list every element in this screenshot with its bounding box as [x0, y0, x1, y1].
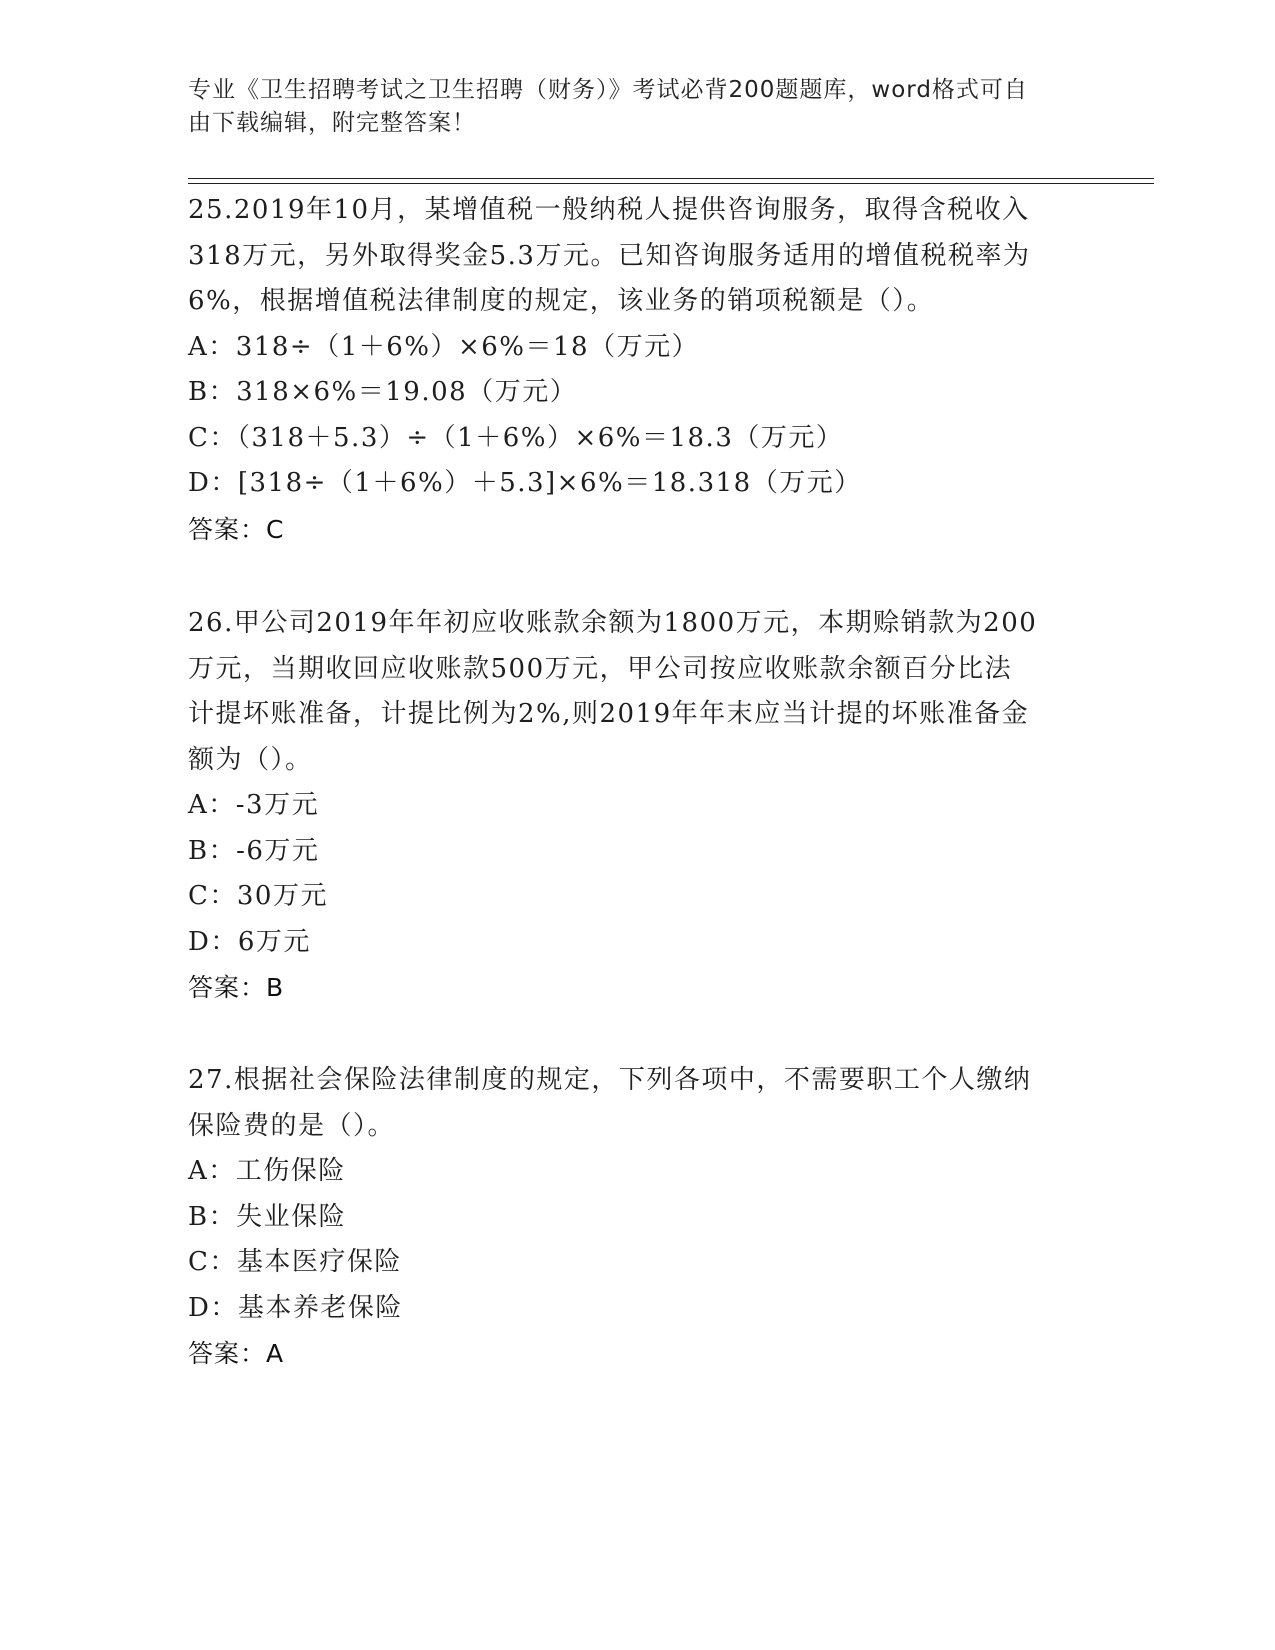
header-divider-bottom: [188, 183, 1154, 184]
option-b: B：318×6%＝19.08（万元）: [188, 377, 578, 407]
answer-key: 答案：C: [188, 514, 285, 544]
question-25: [188, 188, 1088, 552]
answer-key: 答案：B: [188, 973, 285, 1002]
option-c: C：基本医疗保险: [188, 1247, 402, 1277]
header-line-1: 专业《卫生招聘考试之卫生招聘（财务）》考试必背200题题库，word格式可自: [188, 77, 1028, 103]
option-c: C：（318＋5.3）÷（1＋6%）×6%＝18.3（万元）: [188, 422, 844, 453]
option-d: D：6万元: [188, 926, 311, 957]
option-b: B：-6万元: [188, 835, 320, 866]
question-26: [188, 601, 1088, 1011]
option-d: D：基本养老保险: [188, 1292, 403, 1323]
header-divider-top: [188, 178, 1154, 179]
question-stem-line: 25.2019年10月，某增值税一般纳税人提供咨询服务，取得含税收入: [188, 195, 1030, 225]
question-stem-line: 额为（）。: [188, 744, 313, 775]
question-stem-line: 计提坏账准备，计提比例为2%,则2019年年末应当计提的坏账准备金: [188, 699, 1030, 729]
option-a: A：-3万元: [188, 790, 320, 820]
option-c: C：30万元: [188, 881, 328, 911]
question-stem-line: 27.根据社会保险法律制度的规定，下列各项中，不需要职工个人缴纳: [188, 1065, 1032, 1095]
option-a: A：318÷（1＋6%）×6%＝18（万元）: [188, 331, 700, 362]
answer-key: 答案：A: [188, 1339, 285, 1368]
document-header: [188, 74, 1088, 140]
question-stem-line: 保险费的是（）。: [188, 1110, 396, 1141]
question-stem-line: 万元，当期收回应收账款500万元，甲公司按应收账款余额百分比法: [188, 653, 1013, 684]
question-stem-line: 318万元，另外取得奖金5.3万元。已知咨询服务适用的增值税税率为: [188, 240, 1031, 271]
option-a: A：工伤保险: [188, 1156, 346, 1186]
option-b: B：失业保险: [188, 1201, 347, 1232]
question-27: [188, 1058, 1088, 1377]
question-stem-line: 6%，根据增值税法律制度的规定，该业务的销项税额是（）。: [188, 286, 935, 316]
question-stem-line: 26.甲公司2019年年初应收账款余额为1800万元，本期赊销款为200: [188, 608, 1038, 638]
header-line-2: 由下载编辑，附完整答案！: [188, 110, 476, 136]
option-d: D：[318÷（1＋6%）＋5.3]×6%＝18.318（万元）: [188, 468, 862, 498]
